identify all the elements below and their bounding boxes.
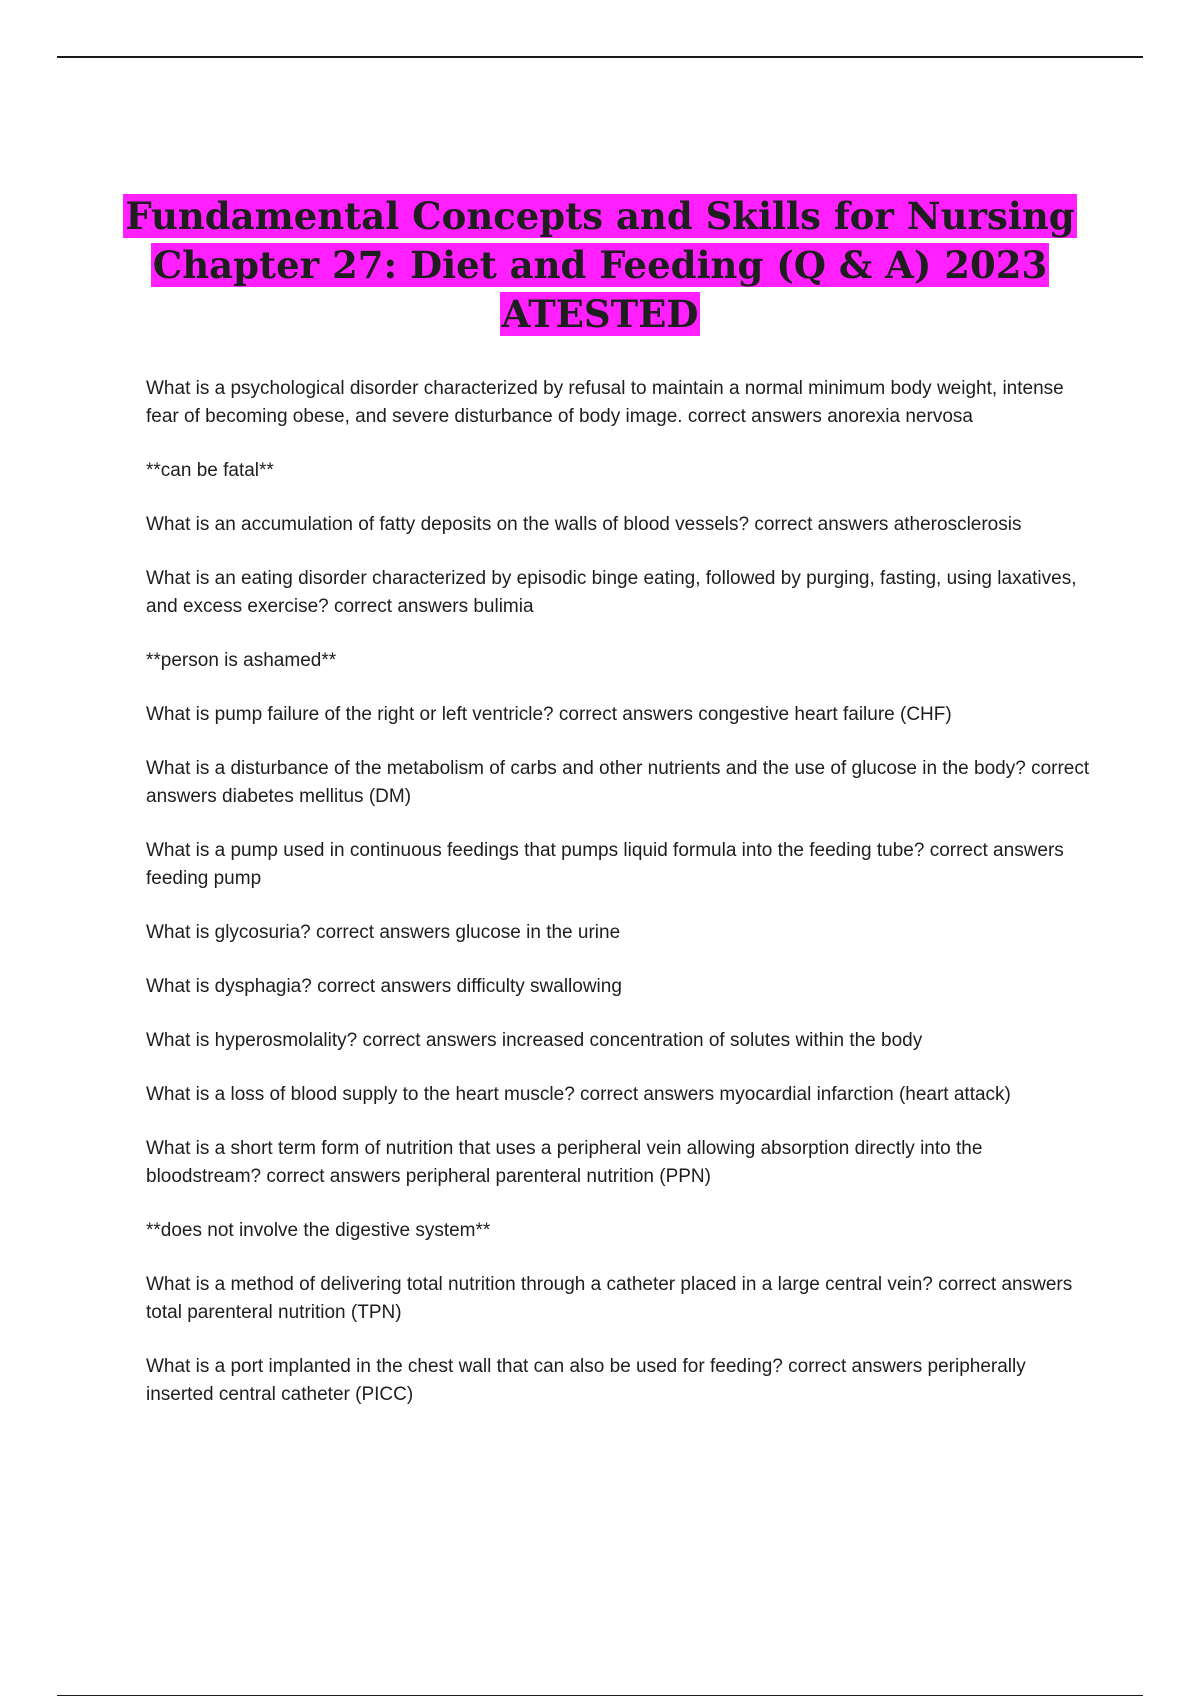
- title-highlight-2: Chapter 27: Diet and Feeding (Q & A) 2023: [152, 243, 1048, 287]
- bottom-rule: [57, 1695, 1143, 1696]
- qa-list: [146, 375, 1096, 1435]
- qa-item: What is an accumulation of fatty deposits on the walls of blood vessels? correct answers atherosclerosis: [146, 514, 1022, 535]
- qa-item: What is a port implanted in the chest wall that can also be used for feeding? correct answers peripherally inserted central catheter (PICC): [146, 1356, 1026, 1405]
- qa-item: What is a short term form of nutrition that uses a peripheral vein allowing absorption directly into the bloodstream? correct answers peripheral parenteral nutrition (PPN): [146, 1138, 983, 1187]
- qa-item: What is a disturbance of the metabolism of carbs and other nutrients and the use of glucose in the body? correct answers diabetes mellitus (DM): [146, 758, 1090, 807]
- qa-item: What is a pump used in continuous feedings that pumps liquid formula into the feeding tube? correct answers feeding pump: [146, 840, 1064, 889]
- qa-item: What is a method of delivering total nutrition through a catheter placed in a large central vein? correct answers total parenteral nutrition (TPN): [146, 1274, 1073, 1323]
- title-line-2: [100, 241, 1100, 290]
- qa-item: What is an eating disorder characterized by episodic binge eating, followed by purging, fasting, using laxatives, and excess exercise? correct answers bulimia: [146, 568, 1077, 617]
- top-rule: [57, 56, 1143, 58]
- title-highlight-3: ATESTED: [501, 292, 699, 336]
- qa-item: What is pump failure of the right or left ventricle? correct answers congestive heart failure (CHF): [146, 704, 952, 725]
- qa-item: What is a psychological disorder characterized by refusal to maintain a normal minimum body weight, intense fear of becoming obese, and severe disturbance of body image. correct answers anorexia nervosa: [146, 378, 1064, 427]
- qa-item: What is hyperosmolality? correct answers increased concentration of solutes within the body: [146, 1030, 923, 1051]
- title-line-1: [100, 192, 1100, 241]
- qa-item: What is dysphagia? correct answers difficulty swallowing: [146, 976, 622, 997]
- qa-item: What is a loss of blood supply to the heart muscle? correct answers myocardial infarction (heart attack): [146, 1084, 1011, 1105]
- title-highlight-1: Fundamental Concepts and Skills for Nursing: [125, 194, 1075, 238]
- qa-note: **does not involve the digestive system**: [146, 1220, 491, 1241]
- qa-note: **can be fatal**: [146, 460, 274, 481]
- qa-item: What is glycosuria? correct answers glucose in the urine: [146, 922, 621, 943]
- title-line-3: [100, 290, 1100, 339]
- qa-note: **person is ashamed**: [146, 650, 337, 671]
- document-title: [100, 192, 1100, 339]
